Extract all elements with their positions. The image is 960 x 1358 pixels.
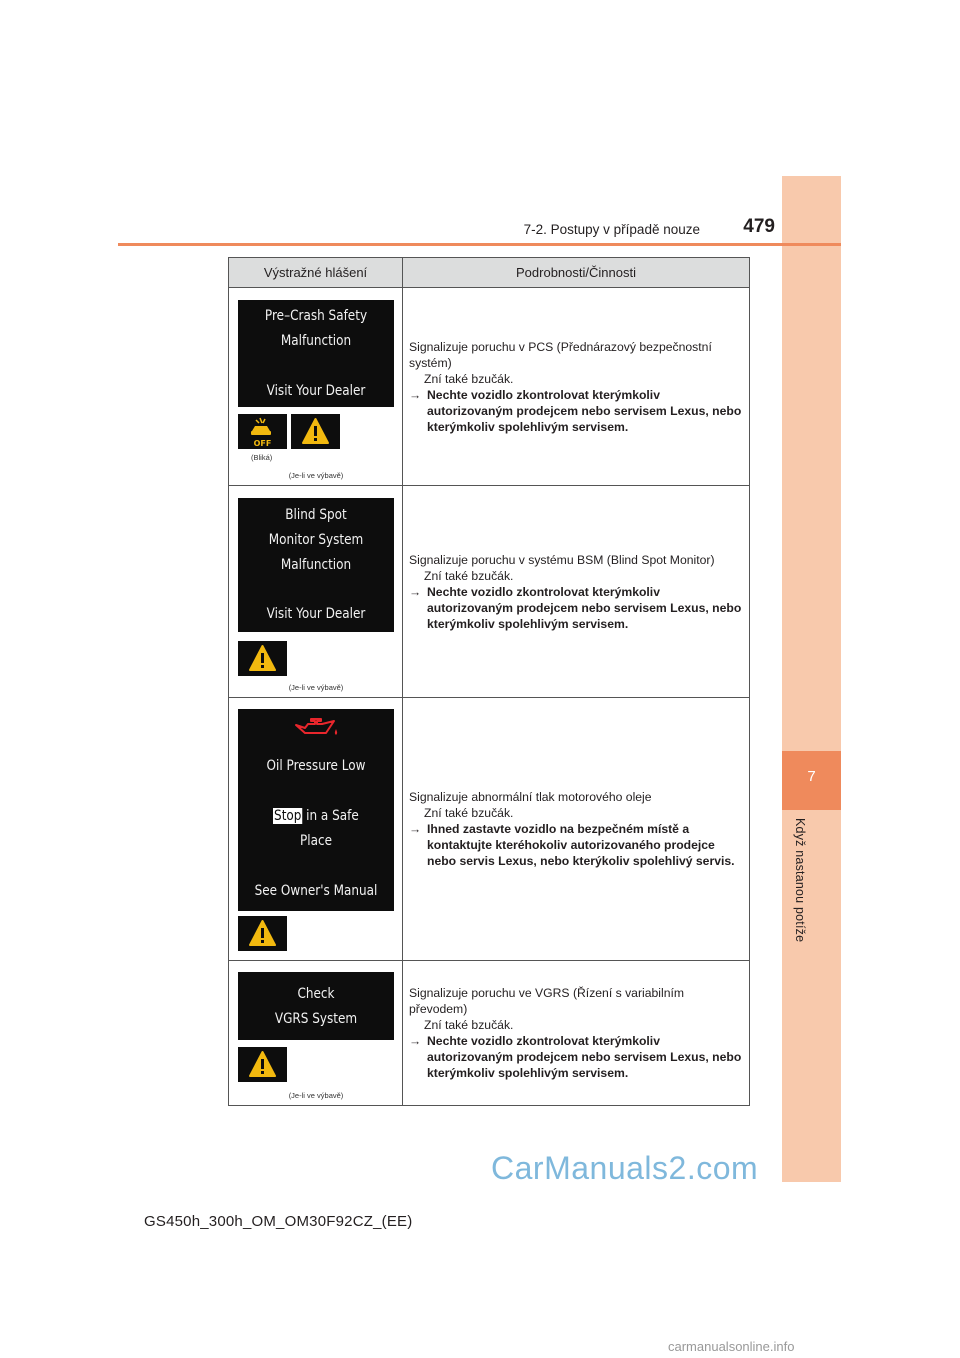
chapter-title-vertical: Když nastanou potíže	[793, 818, 807, 943]
stop-highlight: Stop	[274, 808, 302, 824]
details-cell	[403, 486, 750, 698]
equipment-note: (Je-li ve výbavě)	[288, 683, 344, 692]
display-cell	[229, 698, 403, 961]
details-cell	[403, 288, 750, 486]
watermark-carmanualsonline: carmanualsonline.info	[668, 1339, 795, 1354]
action-text: → Nechte vozidlo zkontrolovat kterýmkoliv autorizovaným prodejcem nebo servisem Lexus, nebo kterýmkoliv spolehlivým servisem.	[409, 1034, 742, 1080]
oil-can-icon	[292, 717, 342, 739]
footer-doc-code: GS450h_300h_OM_OM30F92CZ_(EE)	[144, 1213, 413, 1230]
warning-message-table	[228, 257, 750, 1106]
table-row	[229, 288, 750, 486]
warning-triangle-icon	[291, 414, 340, 449]
warning-triangle-icon	[238, 1047, 287, 1082]
display-cell	[229, 961, 403, 1106]
equipment-note: (Je-li ve výbavě)	[288, 471, 344, 480]
screen-line: Blind Spot	[285, 507, 347, 523]
master-warning-indicator	[238, 641, 287, 676]
off-text: OFF	[253, 439, 272, 448]
buzzer-note: Zní také bzučák.	[424, 806, 514, 820]
master-warning-indicator	[238, 1047, 287, 1082]
screen-line: Pre–Crash Safety	[264, 308, 368, 324]
section-title: 7-2. Postupy v případě nouze	[523, 222, 700, 237]
table-row	[229, 961, 750, 1106]
vgrs-check-screen	[238, 972, 394, 1040]
bsm-malfunction-screen	[238, 498, 394, 632]
buzzer-note: Zní také bzučák.	[424, 568, 514, 583]
arrow-right-icon: →	[409, 822, 422, 836]
pcs-malfunction-screen	[238, 300, 394, 407]
action-text: → Nechte vozidlo zkontrolovat kterýmkoliv autorizovaným prodejcem nebo servisem Lexus, nebo kterýmkoliv spolehlivým servisem.	[409, 387, 742, 434]
column-header-details: Podrobnosti/Činnosti	[403, 258, 750, 288]
arrow-right-icon: →	[409, 1034, 422, 1048]
watermark-carmanuals2: CarManuals2.com	[491, 1150, 759, 1186]
details-cell	[403, 698, 750, 961]
warning-triangle-icon	[238, 641, 287, 676]
display-cell	[229, 486, 403, 698]
details-cell	[403, 961, 750, 1106]
screen-line: Stop in a Safe	[274, 808, 359, 824]
side-tab-strip	[782, 176, 841, 1182]
table-row	[229, 698, 750, 961]
action-text: → Ihned zastavte vozidlo na bezpečném místě a kontaktujte kteréhokoliv autorizovaného prodejce nebo servis Lexus, nebo kterýkoliv spolehlivý servis.	[409, 822, 735, 868]
chapter-number-tab: 7	[782, 751, 841, 810]
master-warning-indicator	[238, 916, 287, 951]
screen-line: Monitor System	[268, 532, 364, 548]
buzzer-note: Zní také bzučák.	[424, 1018, 514, 1032]
header-rule	[118, 243, 841, 246]
description-text: Signalizuje poruchu v systému BSM (Blind Spot Monitor)	[409, 552, 715, 567]
screen-line: Visit Your Dealer	[266, 606, 366, 622]
arrow-right-icon: →	[409, 387, 422, 402]
screen-line: Place	[299, 833, 333, 849]
column-header-display: Výstražné hlášení	[229, 258, 403, 288]
screen-line: See Owner's Manual	[254, 883, 378, 899]
table-row	[229, 486, 750, 698]
screen-line: VGRS System	[274, 1011, 358, 1027]
master-warning-indicator	[291, 414, 340, 449]
description-text: Signalizuje poruchu ve VGRS (Řízení s variabilním převodem)	[409, 986, 685, 1016]
blink-note: (Bliká)	[251, 453, 273, 462]
table-header-row	[229, 258, 750, 288]
action-text: → Nechte vozidlo zkontrolovat kterýmkoliv autorizovaným prodejcem nebo servisem Lexus, nebo kterýmkoliv spolehlivým servisem.	[409, 584, 742, 631]
screen-line: Malfunction	[280, 557, 352, 573]
equipment-note: (Je-li ve výbavě)	[288, 1091, 344, 1100]
screen-line: Oil Pressure Low	[266, 758, 366, 774]
screen-line: Malfunction	[280, 333, 352, 349]
warning-triangle-icon	[238, 916, 287, 951]
description-text: Signalizuje abnormální tlak motorového oleje	[409, 790, 652, 804]
screen-line: Check	[297, 986, 335, 1002]
oil-pressure-screen	[238, 709, 394, 911]
arrow-right-icon: →	[409, 584, 422, 599]
buzzer-note: Zní také bzučák.	[424, 371, 514, 386]
pcs-off-indicator	[238, 414, 287, 449]
page-number: 479	[743, 216, 775, 237]
pcs-off-icon	[238, 414, 287, 449]
screen-line: Visit Your Dealer	[266, 383, 366, 399]
display-cell	[229, 288, 403, 486]
description-text: Signalizuje poruchu v PCS (Přednárazový bezpečnostní systém)	[409, 339, 712, 370]
